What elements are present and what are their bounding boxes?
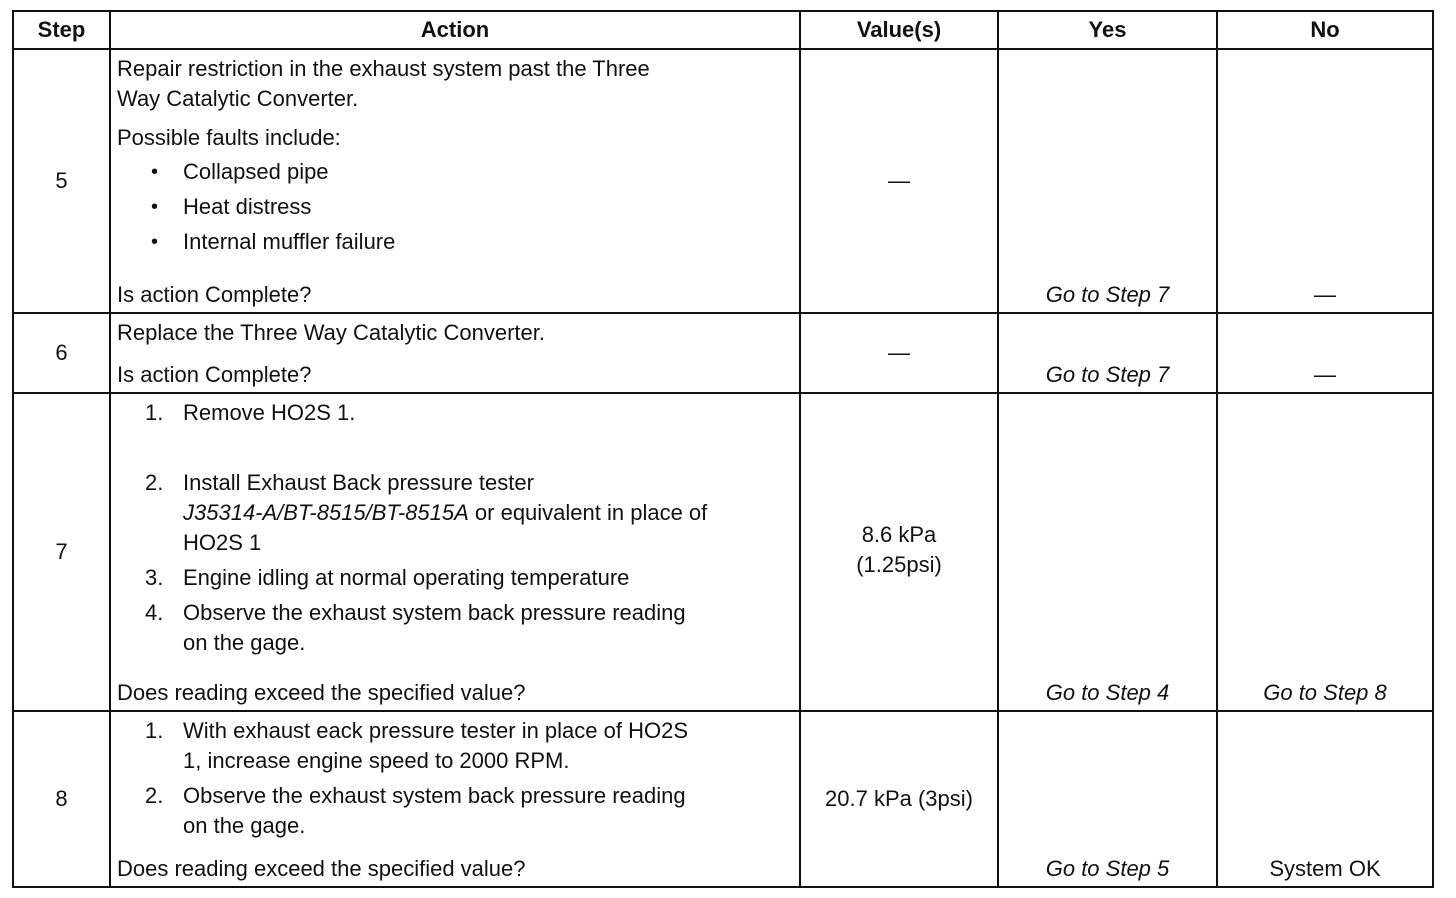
header-no: No	[1217, 11, 1433, 49]
item-number: 4.	[145, 600, 164, 625]
item-text: 1, increase engine speed to 2000 RPM.	[183, 748, 570, 773]
item-number: 2.	[145, 783, 164, 808]
no-dash: —	[1314, 362, 1336, 387]
action-cell	[110, 711, 800, 887]
yes-cell	[998, 711, 1217, 887]
question: Does reading exceed the specified value?	[117, 680, 526, 705]
no-result: System OK	[1269, 856, 1381, 881]
yes-goto: Go to Step 4	[1045, 680, 1170, 705]
step-cell: 8	[13, 711, 110, 887]
item-text: or equivalent in place of	[468, 500, 708, 525]
item-text: on the gage.	[183, 630, 306, 655]
step-cell: 6	[13, 313, 110, 393]
action-line: Repair restriction in the exhaust system past the Three	[117, 56, 650, 81]
question: Is action Complete?	[117, 362, 312, 387]
no-dash: —	[1314, 282, 1336, 307]
step-cell: 7	[13, 393, 110, 711]
list-item	[117, 398, 793, 428]
yes-goto: Go to Step 5	[1045, 856, 1170, 881]
value-cell	[800, 49, 998, 313]
item-text: Install Exhaust Back pressure tester	[183, 470, 534, 495]
action-line: Possible faults include:	[117, 125, 341, 150]
action-line: Replace the Three Way Catalytic Converter.	[117, 320, 545, 345]
item-number: 1.	[145, 718, 164, 743]
value-cell	[800, 711, 998, 887]
table-row	[13, 49, 1433, 313]
header-step: Step	[13, 11, 110, 49]
value-text: 8.6 kPa	[861, 522, 937, 547]
numbered-list	[117, 716, 793, 841]
no-goto: Go to Step 8	[1263, 680, 1387, 705]
no-cell	[1217, 711, 1433, 887]
header-action: Action	[110, 11, 800, 49]
table-row	[13, 393, 1433, 711]
numbered-list	[117, 398, 793, 658]
value-text: (1.25psi)	[856, 552, 942, 577]
value-dash: —	[888, 340, 910, 365]
list-item	[117, 468, 793, 558]
yes-cell	[998, 393, 1217, 711]
no-cell	[1217, 313, 1433, 393]
table-row	[13, 711, 1433, 887]
item-text: Observe the exhaust system back pressure reading	[183, 600, 686, 625]
action-cell	[110, 49, 800, 313]
value-text: 20.7 kPa (3psi)	[825, 786, 973, 811]
list-item	[117, 598, 793, 658]
action-cell	[110, 313, 800, 393]
header-yes: Yes	[998, 11, 1217, 49]
diagnostic-table-container	[12, 10, 1434, 888]
header-value: Value(s)	[800, 11, 998, 49]
yes-cell	[998, 49, 1217, 313]
value-dash: —	[888, 168, 910, 193]
no-cell	[1217, 49, 1433, 313]
list-item	[117, 781, 793, 841]
item-text: Observe the exhaust system back pressure reading	[183, 783, 686, 808]
list-item: • Collapsed pipe	[117, 157, 793, 187]
question: Does reading exceed the specified value?	[117, 856, 526, 881]
bullet-list	[117, 157, 793, 257]
item-text: Remove HO2S 1.	[183, 400, 356, 425]
item-number: 1.	[145, 400, 164, 425]
action-cell	[110, 393, 800, 711]
action-line: Way Catalytic Converter.	[117, 86, 359, 111]
yes-cell	[998, 313, 1217, 393]
value-cell	[800, 313, 998, 393]
item-text: HO2S 1	[183, 530, 262, 555]
yes-goto: Go to Step 7	[1045, 362, 1170, 387]
yes-goto: Go to Step 7	[1045, 282, 1170, 307]
list-item	[117, 716, 793, 776]
no-cell	[1217, 393, 1433, 711]
question: Is action Complete?	[117, 282, 312, 307]
item-text: Engine idling at normal operating temperature	[183, 565, 630, 590]
value-cell	[800, 393, 998, 711]
list-item: • Internal muffler failure	[117, 227, 793, 257]
table-row	[13, 313, 1433, 393]
item-text: on the gage.	[183, 813, 306, 838]
header-row	[13, 11, 1433, 49]
list-item	[117, 563, 793, 593]
item-text: With exhaust eack pressure tester in place of HO2S	[183, 718, 689, 743]
step-cell: 5	[13, 49, 110, 313]
list-item: • Heat distress	[117, 192, 793, 222]
tool-part-number: J35314-A/BT-8515/BT-8515A	[183, 500, 469, 525]
item-number: 2.	[145, 470, 164, 495]
diagnostic-table	[12, 10, 1434, 888]
item-number: 3.	[145, 565, 164, 590]
